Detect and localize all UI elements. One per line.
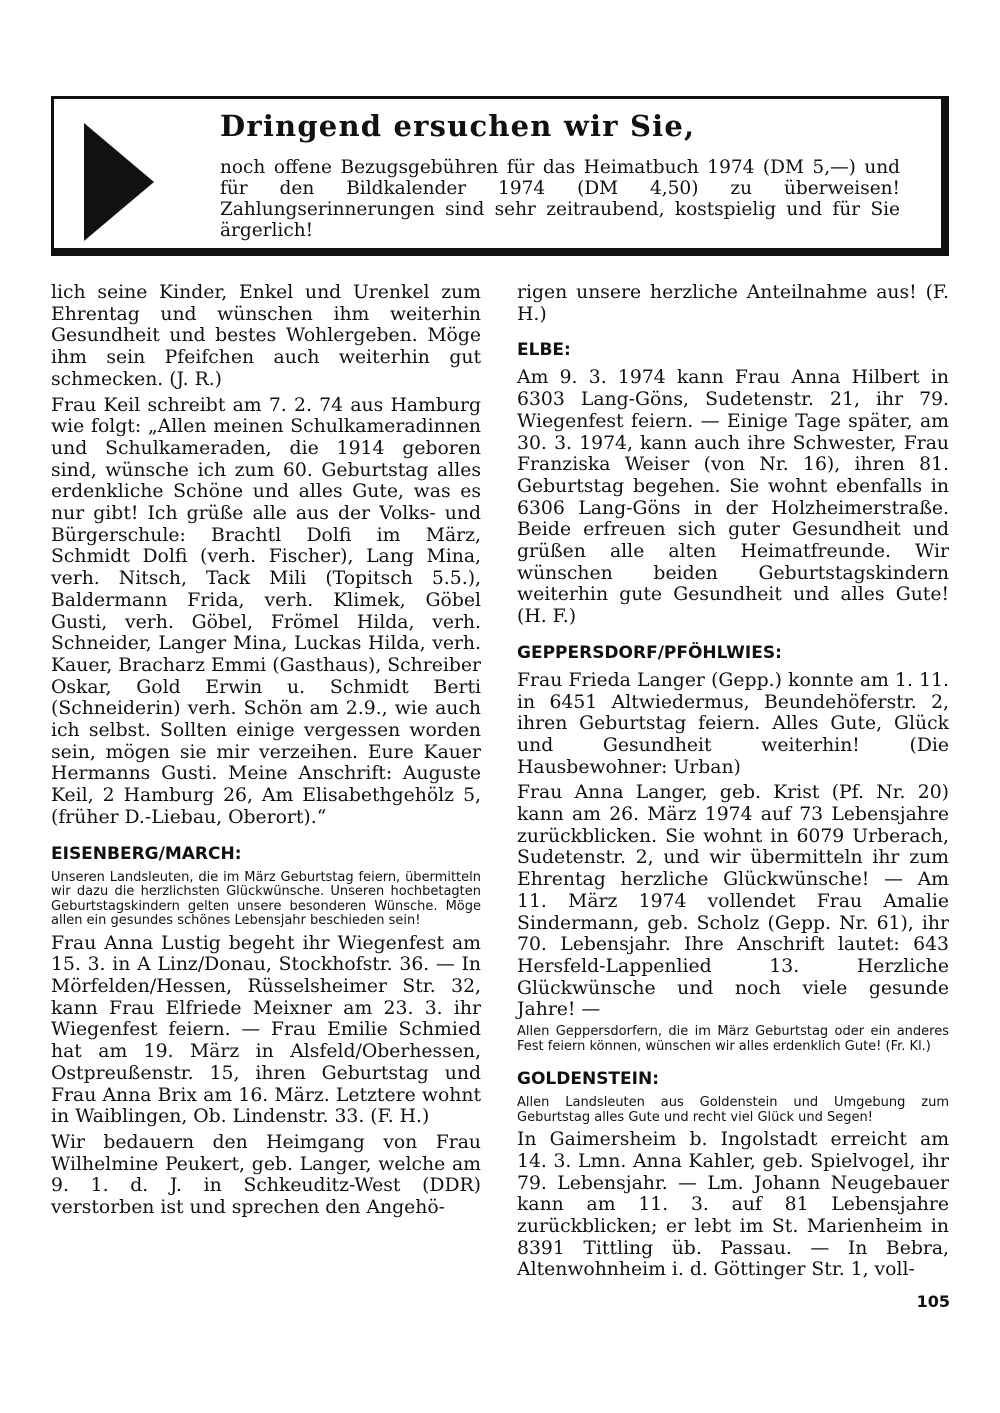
arrow-right-icon — [84, 123, 154, 241]
paragraph: lich seine Kinder, Enkel und Urenkel zum Ehrentag und wünschen ihm weiterhin Gesundheit und bestes Wohlergeben. Möge ihm sein Pfeifchen auch weiterhin gut schmecken. (J. R.) — [51, 282, 481, 390]
paragraph: Frau Anna Langer, geb. Krist (Pf. Nr. 20) kann am 26. März 1974 auf 73 Lebensjahre zurückblicken. Sie wohnt in 6079 Urberach, Sudetenstr. 2, und wir übermitteln ihr zum Ehrentag herzliche Glückwünsche! — Am 11. März 1974 vollendet Frau Amalie Sindermann, geb. Scholz (Gepp. Nr. 61), ihr 70. Lebensjahr. Ihre Anschrift lautet: 643 Hersfeld-Lappenlied 13. Herzliche Glückwünsche und noch viele gesunde Jahre! — — [517, 782, 949, 1021]
notice-text: noch offene Bezugsgebühren für das Heimatbuch 1974 (DM 5,—) und für den Bildkalender 1974 (DM 4,50) zu überweisen! Zahlungserinnerungen sind sehr zeitraubend, kostspielig und für Sie ärgerlich! — [220, 157, 900, 241]
payment-notice-box — [51, 96, 949, 256]
section-intro: Allen Landsleuten aus Goldenstein und Umgebung zum Geburtstag alles Gute und recht viel Glück und Segen! — [517, 1095, 949, 1125]
paragraph: In Gaimersheim b. Ingolstadt erreicht am 14. 3. Lmn. Anna Kahler, geb. Spielvogel, ihr 79. Lebensjahr. — Lm. Johann Neugebauer kann am 11. 3. auf 81 Lebensjahre zurückblicken; er lebt im St. Marienheim in 8391 Tittling üb. Passau. — In Bebra, Altenwohnheim i. d. Göttinger Str. 1, voll- — [517, 1129, 949, 1281]
paragraph: Frau Frieda Langer (Gepp.) konnte am 1. 11. in 6451 Altwiedermus, Beundehöferstr. 2, ihren Geburtstag feiern. Alles Gute, Glück und Gesundheit weiterhin! (Die Hausbewohner: Urban) — [517, 669, 949, 778]
paragraph: Frau Keil schreibt am 7. 2. 74 aus Hamburg wie folgt: „Allen meinen Schulkameradinnen und Schulkameraden, die 1914 geboren sind, wünsche ich zum 60. Geburtstag alles erdenkliche Schöne und alles Gute, was es nur gibt! Ich grüße alle aus der Volks- und Bürgerschule: Brachtl Dolfi im März, Schmidt Dolfi (verh. Fischer), Lang Mina, verh. Nitsch, Tack Mili (Topitsch 5.5.), Baldermann Frida, verh. Klimek, Göbel Gusti, verh. Göbel, Frömel Hilda, verh. Schneider, Langer Mina, Luckas Hilda, verh. Kauer, Bracharz Emmi (Gasthaus), Schreiber Oskar, Gold Erwin u. Schmidt Berti (Schneiderin) verh. Schön am 2.9., wie auch ich selbst. Sollten einige vergessen worden sein, mögen sie mir verzeihen. Eure Kauer Hermanns Gusti. Meine Anschrift: Auguste Keil, 2 Hamburg 26, Am Elisabethgehölz 5, (früher D.-Liebau, Obe​rort).“ — [51, 394, 481, 828]
section-heading-elbe: ELBE: — [517, 340, 571, 361]
section-intro: Unseren Landsleuten, die im März Geburtstag feiern, übermitteln wir dazu die herzlichsten Glückwünsche. Unseren hochbetagten Geburtstagskindern gelten unsere besonderen Wünsche. Möge allen ein gesundes schönes Lebensjahr beschieden sein! — [51, 869, 481, 929]
section-heading-goldenstein: GOLDENSTEIN: — [517, 1069, 659, 1090]
section-heading-eisenberg: EISENBERG/MARCH: — [51, 843, 242, 864]
page-number: 105 — [916, 1292, 950, 1311]
right-column — [517, 282, 949, 1285]
section-heading-geppersdorf: GEPPERSDORF/PFÖHLWIES: — [517, 642, 782, 663]
paragraph: Am 9. 3. 1974 kann Frau Anna Hilbert in 6303 Lang-Göns, Sudetenstr. 21, ihr 79. Wiegenfest feiern. — Einige Tage später, am 30. 3. 1974, kann auch ihre Schwester, Frau Franziska Weiser (von Nr. 16), ihren 81. Geburtstag begehen. Sie wohnt ebenfalls in 6306 Lang-Göns in der Holzheimerstraße. Beide erfreuen sich guter Gesundheit und grüßen alle alten Heimatfreunde. Wir wünschen beiden Geburtstagskindern weiterhin gute Gesundheit und alles Gute! (H. F.) — [517, 367, 949, 628]
notice-title: Dringend ersuchen wir Sie, — [220, 109, 696, 143]
section-note: Allen Geppersdorfern, die im März Geburtstag oder ein anderes Fest feiern können, wünschen wir alles erdenklich Gute! (Fr. Kl.) — [517, 1024, 949, 1054]
paragraph: Frau Anna Lustig begeht ihr Wiegenfest am 15. 3. in A Linz/Donau, Stockhofstr. 36. — In Mörfelden/Hessen, Rüsselsheimer Str. 32, kann Frau Elfriede Meixner am 23. 3. ihr Wiegenfest feiern. — Frau Emilie Schmied hat am 19. März in Alsfeld/Oberhessen, Ostpreußenstr. 15, ihren Geburtstag und Frau Anna Brix am 16. März. Letztere wohnt in Waiblingen, Ob. Lindenstr. 33. (F. H.) — [51, 932, 481, 1128]
left-column — [51, 282, 481, 1223]
paragraph: rigen unsere herzliche Anteilnahme aus! (F. H.) — [517, 282, 949, 325]
paragraph: Wir bedauern den Heimgang von Frau Wilhelmine Peukert, geb. Langer, welche am 9. 1. d. J. in Schkeuditz-West (DDR) verstorben ist und sprechen den Angehö- — [51, 1131, 481, 1219]
